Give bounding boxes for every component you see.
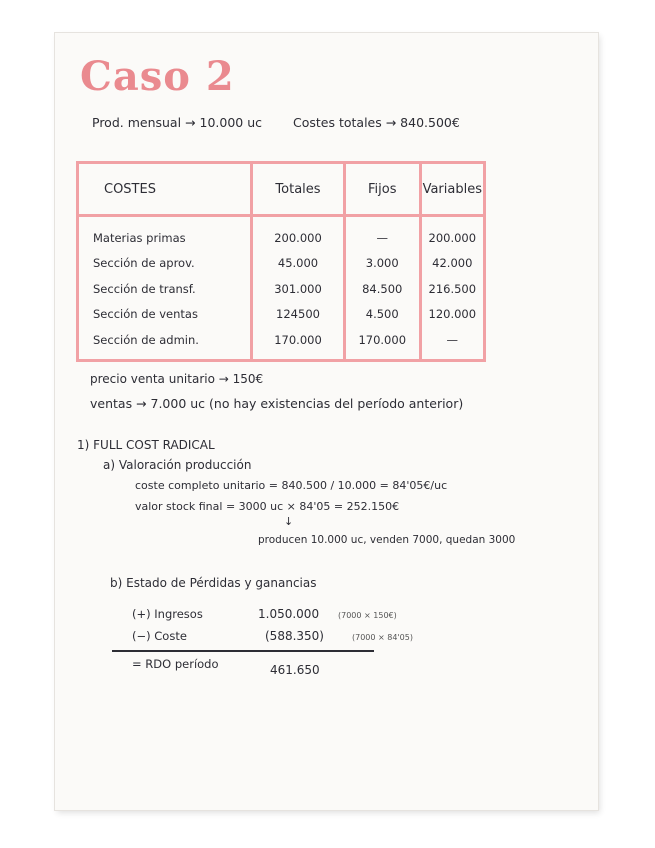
table-row [78, 302, 485, 328]
table-row [78, 216, 485, 251]
subsection-b-heading: b) Estado de Pérdidas y ganancias [110, 576, 317, 590]
sales-note: ventas → 7.000 uc (no hay existencias del período anterior) [90, 396, 464, 411]
subsection-a-heading: a) Valoración producción [103, 458, 252, 472]
cell: Sección de transf. [78, 276, 252, 302]
cell: Sección de ventas [78, 302, 252, 328]
down-arrow: ↓ [284, 515, 294, 528]
cell: 4.500 [344, 302, 420, 328]
cell: 170.000 [344, 327, 420, 360]
cost-value: (588.350) [265, 629, 324, 643]
sum-line [112, 650, 374, 652]
table-row [78, 327, 485, 360]
col-header-costes: COSTES [78, 163, 252, 216]
table-header-row [78, 163, 485, 216]
cell: — [446, 332, 459, 347]
cell: 84.500 [344, 276, 420, 302]
income-note: (7000 × 150€) [338, 611, 397, 620]
cell: Sección de admin. [78, 327, 252, 360]
cost-note: (7000 × 84'05) [352, 633, 413, 642]
cell: 301.000 [252, 276, 345, 302]
cell: 42.000 [432, 256, 473, 271]
cell: — [344, 216, 420, 251]
cell: 216.500 [428, 281, 477, 296]
complete-cost-line: coste completo unitario = 840.500 / 10.000 = 84'05€/uc [135, 479, 448, 492]
income-label: (+) Ingresos [132, 607, 203, 621]
col-header-fijos: Fijos [344, 163, 420, 216]
produced-line: producen 10.000 uc, venden 7000, quedan 3000 [258, 534, 516, 546]
page-title: Caso 2 [80, 53, 235, 100]
cell: 120.000 [428, 307, 477, 322]
cell: Sección de aprov. [78, 251, 252, 277]
cell: Materias primas [78, 216, 252, 251]
cell: 170.000 [252, 327, 345, 360]
final-stock-line: valor stock final = 3000 uc × 84'05 = 252.150€ [135, 500, 400, 513]
col-header-totales: Totales [252, 163, 345, 216]
table-row [78, 251, 485, 277]
cost-label: (−) Coste [132, 629, 187, 643]
notebook-page [55, 33, 598, 810]
result-value: 461.650 [270, 663, 320, 677]
cell: 200.000 [428, 230, 477, 245]
cell: 45.000 [252, 251, 345, 277]
col-header-variables: Variables [420, 163, 484, 216]
income-value: 1.050.000 [258, 607, 320, 621]
result-label: = RDO período [132, 657, 219, 671]
cell: 200.000 [252, 216, 345, 251]
unit-price-note: precio venta unitario → 150€ [90, 372, 264, 386]
production-line: Prod. mensual → 10.000 uc [92, 115, 262, 130]
total-costs-line: Costes totales → 840.500€ [293, 115, 460, 130]
table-row [78, 276, 485, 302]
costs-table [76, 161, 486, 362]
section-heading: 1) FULL COST RADICAL [77, 438, 215, 452]
cell: 3.000 [344, 251, 420, 277]
cell: 124500 [252, 302, 345, 328]
